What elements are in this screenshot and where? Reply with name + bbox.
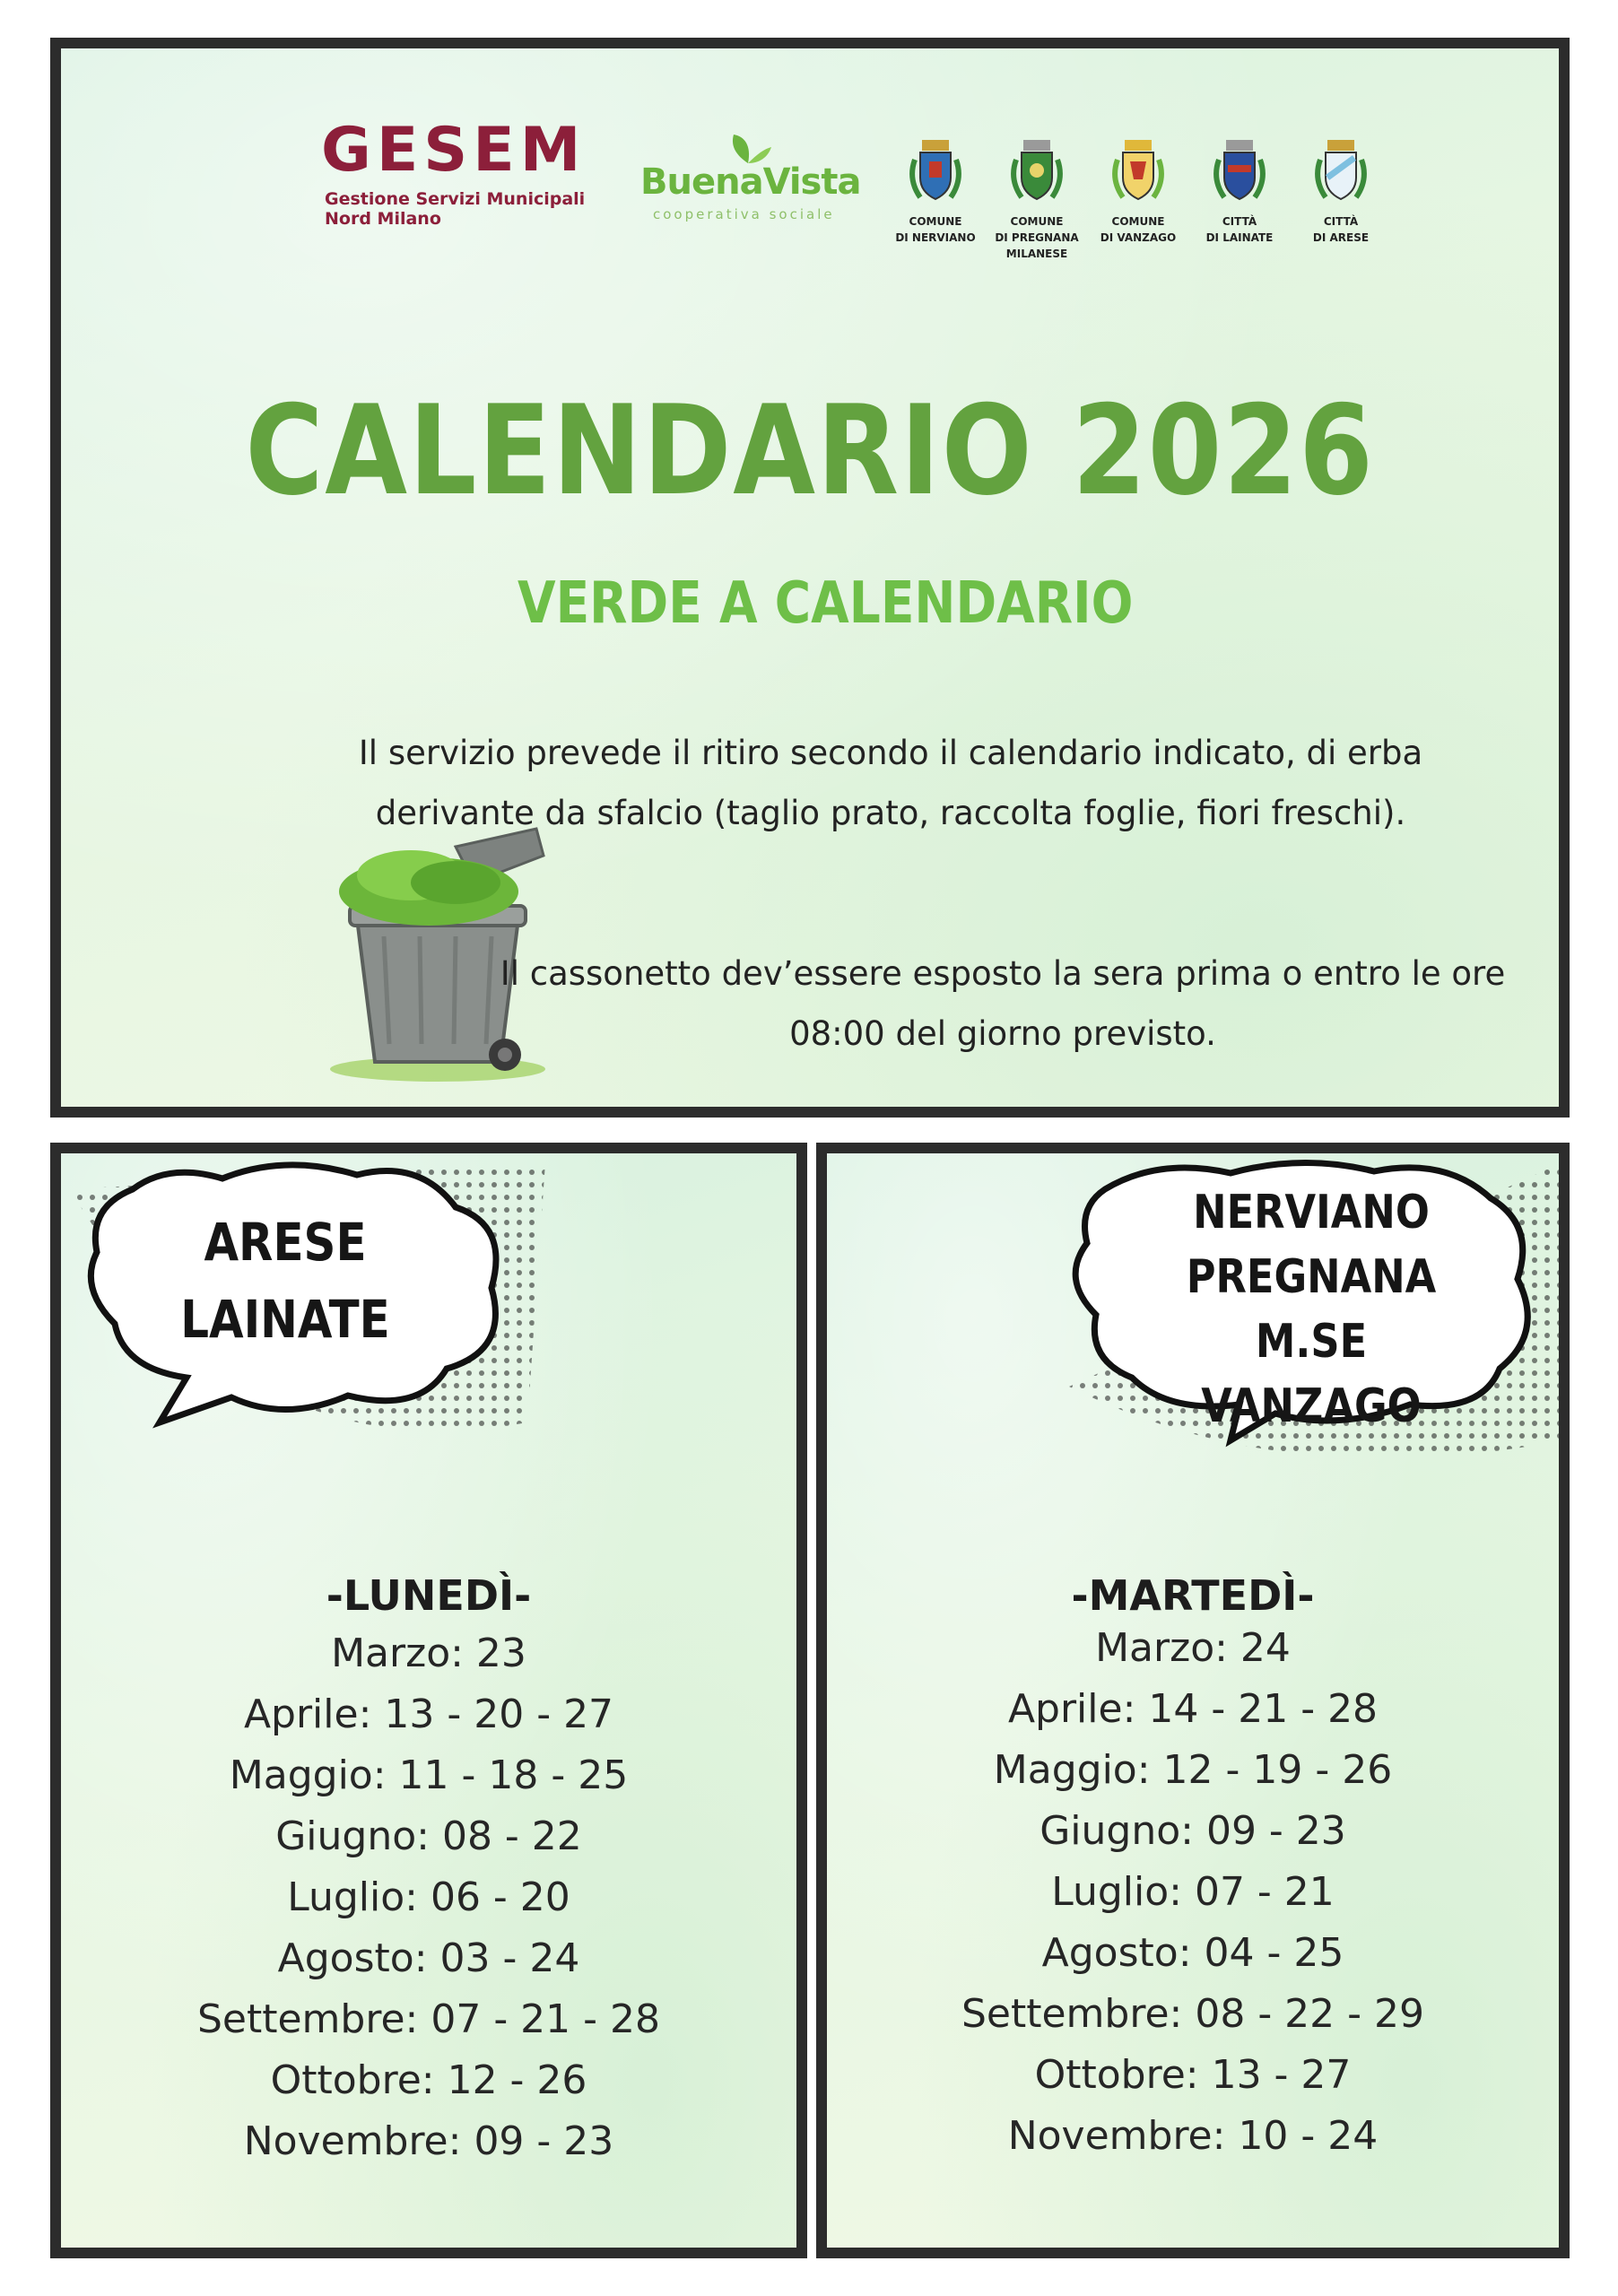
schedule-item: Agosto: 04 - 25 bbox=[1041, 1930, 1344, 1976]
service-description: Il servizio prevede il ritiro secondo il calendario indicato, di erba derivante da sfalcio (taglio prato, raccolta foglie, fiori freschi). bbox=[358, 734, 1423, 832]
collection-day: -MARTEDÌ- bbox=[1071, 1571, 1315, 1620]
gesem-logo-line1: Gestione Servizi Municipali bbox=[325, 189, 586, 209]
crest-label: COMUNE DI VANZAGO bbox=[1100, 215, 1177, 244]
buenavista-logo-word: BuenaVista bbox=[640, 161, 861, 203]
page-subtitle: VERDE A CALENDARIO bbox=[517, 570, 1134, 637]
exposure-note: Il cassonetto dev’essere esposto la sera prima o entro le ore 08:00 del giorno previsto. bbox=[500, 954, 1506, 1053]
zone-names bbox=[139, 1204, 432, 1358]
crest-label: CITTÀ DI LAINATE bbox=[1205, 215, 1274, 244]
schedule-panel-monday bbox=[50, 1143, 807, 2258]
schedule-item: Settembre: 08 - 22 - 29 bbox=[961, 1991, 1425, 2037]
coat-of-arms-icon bbox=[904, 135, 967, 206]
schedule-item: Maggio: 12 - 19 - 26 bbox=[993, 1747, 1393, 1793]
schedule-item: Novembre: 09 - 23 bbox=[243, 2118, 614, 2164]
schedule-item: Marzo: 23 bbox=[331, 1631, 526, 1676]
schedule-item: Novembre: 10 - 24 bbox=[1007, 2113, 1379, 2159]
gesem-logo-line2: Nord Milano bbox=[325, 209, 441, 229]
schedule-item: Giugno: 09 - 23 bbox=[1040, 1808, 1346, 1854]
crest-label: COMUNE DI NERVIANO bbox=[895, 215, 976, 244]
schedule-item: Luglio: 06 - 20 bbox=[287, 1874, 570, 1920]
collection-day: -LUNEDÌ- bbox=[326, 1571, 532, 1620]
buenavista-logo bbox=[640, 129, 874, 228]
header-panel bbox=[50, 38, 1570, 1118]
zone-name: VANZAGO bbox=[1201, 1379, 1422, 1433]
schedule-item: Giugno: 08 - 22 bbox=[275, 1813, 582, 1859]
schedule-item: Luglio: 07 - 21 bbox=[1051, 1869, 1335, 1915]
schedule-item: Ottobre: 12 - 26 bbox=[270, 2057, 587, 2103]
gesem-logo-word: GESEM bbox=[321, 115, 587, 186]
crest-vanzago bbox=[1089, 135, 1187, 246]
crest-label: COMUNE DI PREGNANA MILANESE bbox=[995, 215, 1079, 260]
coat-of-arms-icon bbox=[1309, 135, 1372, 206]
zone-names bbox=[1149, 1180, 1473, 1439]
gesem-logo bbox=[321, 115, 617, 229]
coat-of-arms-icon bbox=[1005, 135, 1068, 206]
coat-of-arms-icon bbox=[1208, 135, 1271, 206]
zone-name: LAINATE bbox=[180, 1289, 390, 1350]
schedule-item: Aprile: 14 - 21 - 28 bbox=[1007, 1686, 1379, 1732]
schedule-item: Settembre: 07 - 21 - 28 bbox=[196, 1996, 661, 2042]
schedule-item: Ottobre: 13 - 27 bbox=[1034, 2052, 1352, 2098]
crest-nerviano bbox=[886, 135, 985, 246]
zone-name: NERVIANO bbox=[1193, 1186, 1430, 1239]
crest-pregnana bbox=[987, 135, 1086, 262]
schedule-list bbox=[61, 1623, 796, 2172]
zone-name: ARESE bbox=[204, 1212, 367, 1273]
schedule-list bbox=[827, 1618, 1559, 2167]
crest-lainate bbox=[1190, 135, 1289, 246]
schedule-item: Maggio: 11 - 18 - 25 bbox=[229, 1752, 629, 1798]
crest-label: CITTÀ DI ARESE bbox=[1312, 215, 1370, 244]
schedule-item: Marzo: 24 bbox=[1095, 1625, 1291, 1671]
page-title: CALENDARIO 2026 bbox=[245, 378, 1375, 523]
buenavista-logo-tagline: cooperativa sociale bbox=[653, 206, 835, 222]
crest-arese bbox=[1292, 135, 1390, 246]
zone-name: PREGNANA M.SE bbox=[1186, 1250, 1437, 1369]
coat-of-arms-icon bbox=[1107, 135, 1170, 206]
schedule-item: Agosto: 03 - 24 bbox=[277, 1935, 580, 1981]
schedule-panel-tuesday bbox=[816, 1143, 1570, 2258]
schedule-item: Aprile: 13 - 20 - 27 bbox=[243, 1692, 614, 1737]
leaf-icon bbox=[721, 129, 775, 165]
